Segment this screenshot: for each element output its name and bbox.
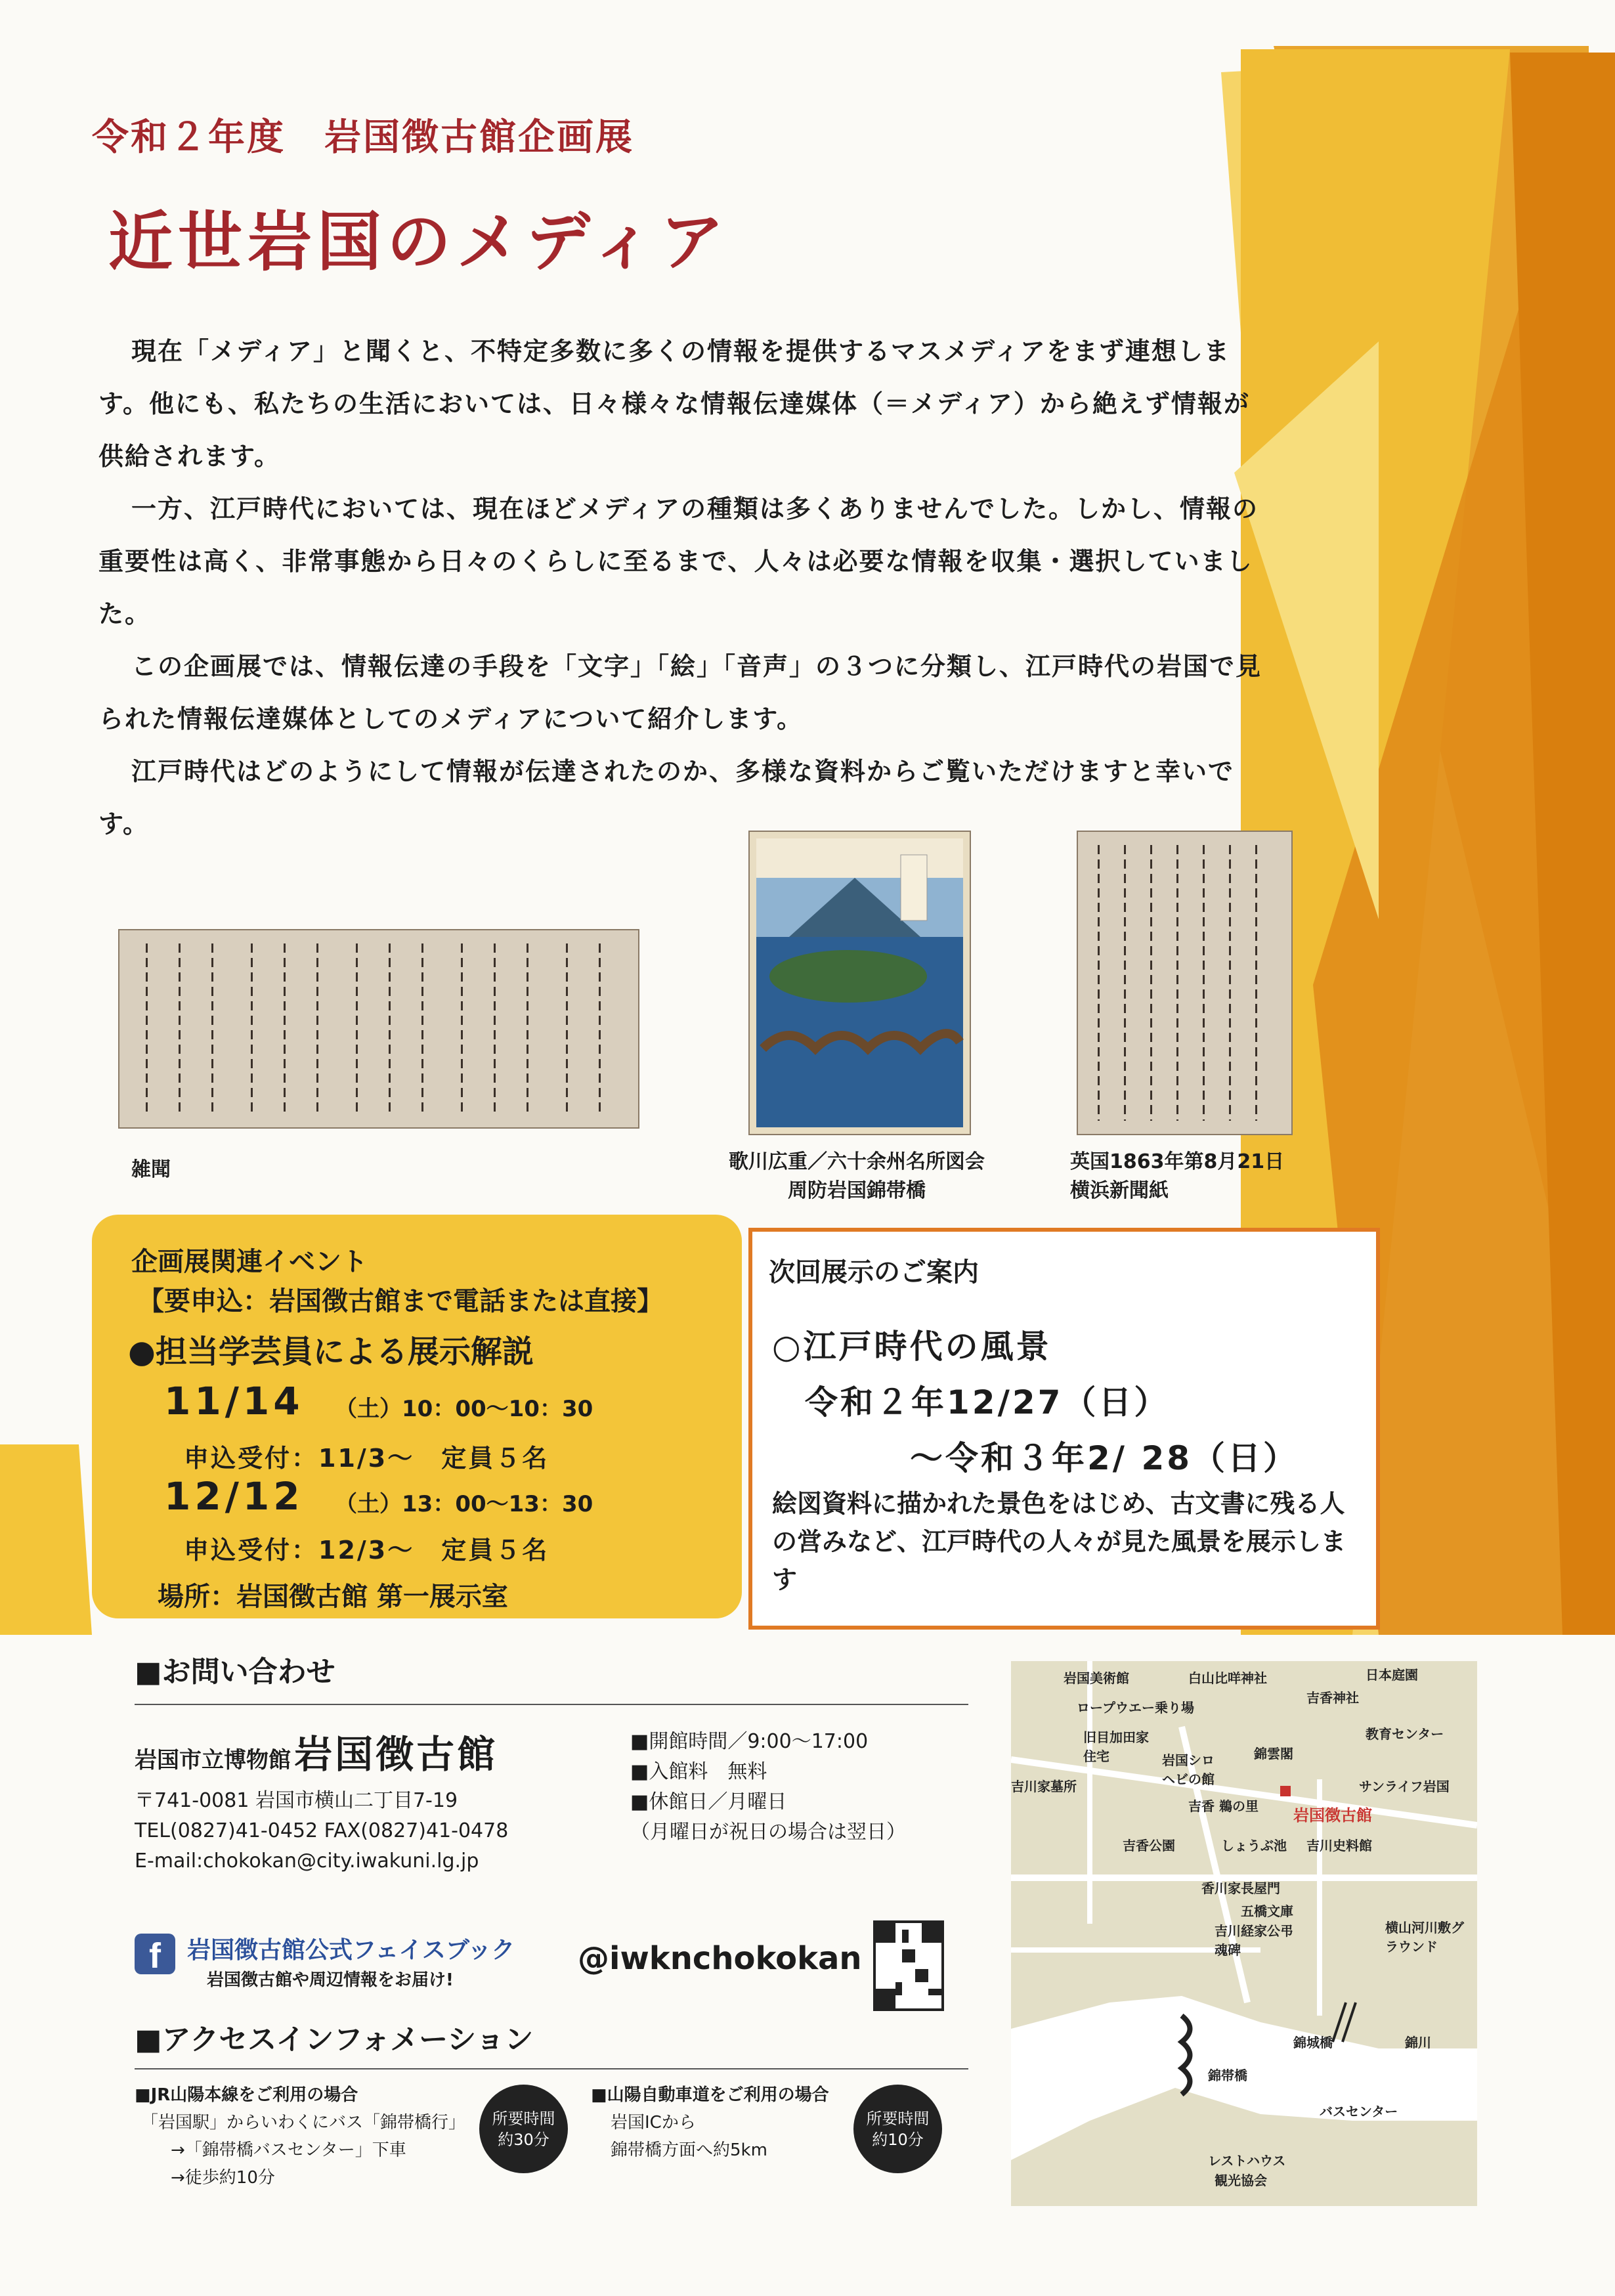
exhibition-subtitle: 令和２年度 岩国徴古館企画展 <box>92 116 634 159</box>
contact-heading: ■お問い合わせ <box>135 1655 335 1689</box>
map-label: 岩国徴古館 <box>1293 1806 1372 1825</box>
map-label: 錦川 <box>1405 2035 1431 2050</box>
map-label: レストハウス <box>1208 2153 1286 2169</box>
next-exhibition-end: 〜令和３年2/ 28（日） <box>910 1439 1299 1477</box>
event-place: 場所：岩国徴古館 第一展示室 <box>158 1582 508 1612</box>
intro-text <box>98 325 1267 850</box>
session-1-registration: 申込受付：11/3〜 定員５名 <box>184 1444 549 1473</box>
badge-value: 約30分 <box>498 2130 549 2149</box>
qr-code[interactable] <box>873 1920 944 2011</box>
session-2-date: 12/12 <box>164 1474 304 1519</box>
map-label: ロープウエー乗り場 <box>1077 1700 1194 1716</box>
opening-info <box>630 1727 906 1848</box>
map-label: 吉香神社 <box>1306 1690 1359 1706</box>
document-image-zatsubun <box>118 929 639 1129</box>
divider <box>135 2068 968 2069</box>
map-label: 教育センター <box>1366 1726 1444 1742</box>
rail-access-line: →徒歩約10分 <box>171 2168 275 2188</box>
map-label: 吉川史料館 <box>1306 1838 1372 1853</box>
rail-travel-time-badge <box>479 2085 568 2173</box>
car-access-line: 岩国ICから <box>611 2113 696 2133</box>
next-exhibition-box <box>748 1228 1380 1630</box>
map-label: 吉川経家公弔魂碑 <box>1215 1923 1293 1958</box>
car-travel-time-badge <box>853 2085 942 2173</box>
map-label: しょうぶ池 <box>1221 1838 1287 1853</box>
image-caption <box>702 1148 1011 1205</box>
image-caption <box>1070 1148 1284 1205</box>
facebook-label[interactable]: 岩国徴古館公式フェイスブック <box>187 1937 515 1964</box>
document-image-yokohama-newspaper <box>1077 831 1293 1135</box>
badge-label: 所要時間 <box>866 2109 930 2128</box>
map-label: 観光協会 <box>1215 2173 1267 2188</box>
map-label: 香川家長屋門 <box>1201 1880 1280 1896</box>
museum-prefix: 岩国市立博物館 <box>135 1747 291 1773</box>
map-label: 錦城橋 <box>1293 2035 1333 2050</box>
address: 〒741-0081 岩国市横山二丁目7-19 <box>135 1789 458 1812</box>
facebook-icon[interactable]: f <box>135 1934 175 1974</box>
access-map <box>1011 1661 1477 2206</box>
session-2-time: （土）13：00〜13：30 <box>335 1491 593 1517</box>
event-title: ●担当学芸員による展示解説 <box>128 1333 534 1370</box>
map-label: 旧目加田家住宅 <box>1083 1729 1149 1764</box>
intro-paragraph: この企画展では、情報伝達の手段を「文字」「絵」「音声」の３つに分類し、江戸時代の岩国で見られた情報伝達媒体としてのメディアについて紹介します。 <box>98 652 1262 733</box>
map-label: サンライフ岩国 <box>1359 1779 1450 1794</box>
car-access <box>591 2081 829 2164</box>
map-label: 錦雲閣 <box>1254 1746 1293 1762</box>
next-exhibition-heading: 次回展示のご案内 <box>769 1257 979 1288</box>
divider <box>135 1704 968 1705</box>
map-label: 横山河川敷グラウンド <box>1385 1920 1464 1955</box>
caption-line: 歌川広重／六十余州名所図会 <box>729 1150 985 1173</box>
image-caption: 雑聞 <box>131 1158 171 1181</box>
badge-value: 約10分 <box>872 2130 924 2149</box>
access-heading: ■アクセスインフォメーション <box>135 2023 534 2056</box>
rail-access <box>135 2081 465 2192</box>
closed-days: ■休館日／月曜日 <box>630 1790 787 1813</box>
badge-label: 所要時間 <box>492 2109 555 2128</box>
facebook-handle[interactable]: @iwknchokokan <box>578 1940 862 1977</box>
rail-access-line: →「錦帯橋バスセンター」下車 <box>171 2140 406 2160</box>
map-label: 吉香公園 <box>1123 1838 1175 1853</box>
event-application-note: 【要申込：岩国徴古館まで電話または直接】 <box>138 1286 663 1316</box>
caption-line: 横浜新聞紙 <box>1070 1179 1169 1202</box>
map-label: バスセンター <box>1320 2104 1398 2119</box>
session-2-registration: 申込受付：12/3〜 定員５名 <box>184 1536 549 1565</box>
rail-access-title: ■JR山陽本線をご利用の場合 <box>135 2085 358 2105</box>
map-label: 岩国シロヘビの館 <box>1162 1752 1215 1787</box>
museum-title: 岩国徴古館 <box>294 1732 498 1777</box>
intro-paragraph: 現在「メディア」と聞くと、不特定多数に多くの情報を提供するマスメディアをまず連想します。他にも、私たちの生活においては、日々様々な情報伝達媒体（＝メディア）から絶えず情報が供給されます。 <box>98 337 1250 471</box>
map-label: 五橋文庫 <box>1241 1903 1293 1919</box>
facebook-subtext: 岩国徴古館や周辺情報をお届け! <box>207 1970 454 1990</box>
caption-line: 英国1863年第8月21日 <box>1070 1150 1285 1173</box>
next-exhibition-description: 絵図資料に描かれた景色をはじめ、古文書に残る人の営みなど、江戸時代の人々が見た風景を展示します <box>772 1489 1346 1594</box>
caption-line: 周防岩国錦帯橋 <box>788 1179 926 1202</box>
closed-days-note: （月曜日が祝日の場合は翌日） <box>630 1821 906 1844</box>
map-label: 岩国美術館 <box>1064 1670 1129 1686</box>
session-1-time: （土）10：00〜10：30 <box>335 1396 593 1422</box>
session-1-date: 11/14 <box>164 1379 304 1423</box>
ukiyoe-image-kintaikyo <box>748 831 971 1135</box>
next-exhibition-start: 令和２年12/27（日） <box>805 1383 1170 1421</box>
museum-name <box>135 1723 498 1779</box>
map-label: 吉香 鵜の里 <box>1188 1798 1259 1814</box>
car-access-title: ■山陽自動車道をご利用の場合 <box>591 2085 829 2105</box>
email-link[interactable]: E-mail:chokokan@city.iwakuni.lg.jp <box>135 1850 479 1873</box>
exhibition-title: 近世岩国のメディア <box>108 205 730 280</box>
admission-fee: ■入館料 無料 <box>630 1760 767 1783</box>
map-label: 錦帯橋 <box>1208 2068 1247 2083</box>
related-event-box <box>92 1215 742 1618</box>
car-access-line: 錦帯橋方面へ約5km <box>611 2140 767 2160</box>
intro-paragraph: 一方、江戸時代においては、現在ほどメディアの種類は多くありませんでした。しかし、情報の重要性は高く、非常事態から日々のくらしに至るまで、人々は必要な情報を収集・選択していました。 <box>98 494 1259 628</box>
contact-details <box>135 1786 508 1876</box>
rail-access-line: 「岩国駅」からいわくにバス「錦帯橋行」 <box>141 2113 466 2133</box>
event-heading: 企画展関連イベント <box>131 1247 368 1277</box>
map-label: 日本庭園 <box>1366 1667 1418 1683</box>
next-exhibition-title: ○江戸時代の風景 <box>772 1328 1052 1366</box>
phone-fax: TEL(0827)41-0452 FAX(0827)41-0478 <box>135 1819 509 1842</box>
map-label: 白山比咩神社 <box>1188 1670 1267 1686</box>
map-label: 吉川家墓所 <box>1011 1779 1077 1794</box>
opening-hours: ■開館時間／9:00〜17:00 <box>630 1730 869 1753</box>
intro-paragraph: 江戸時代はどのようにして情報が伝達されたのか、多様な資料からご覧いただけますと幸いです。 <box>98 757 1235 838</box>
